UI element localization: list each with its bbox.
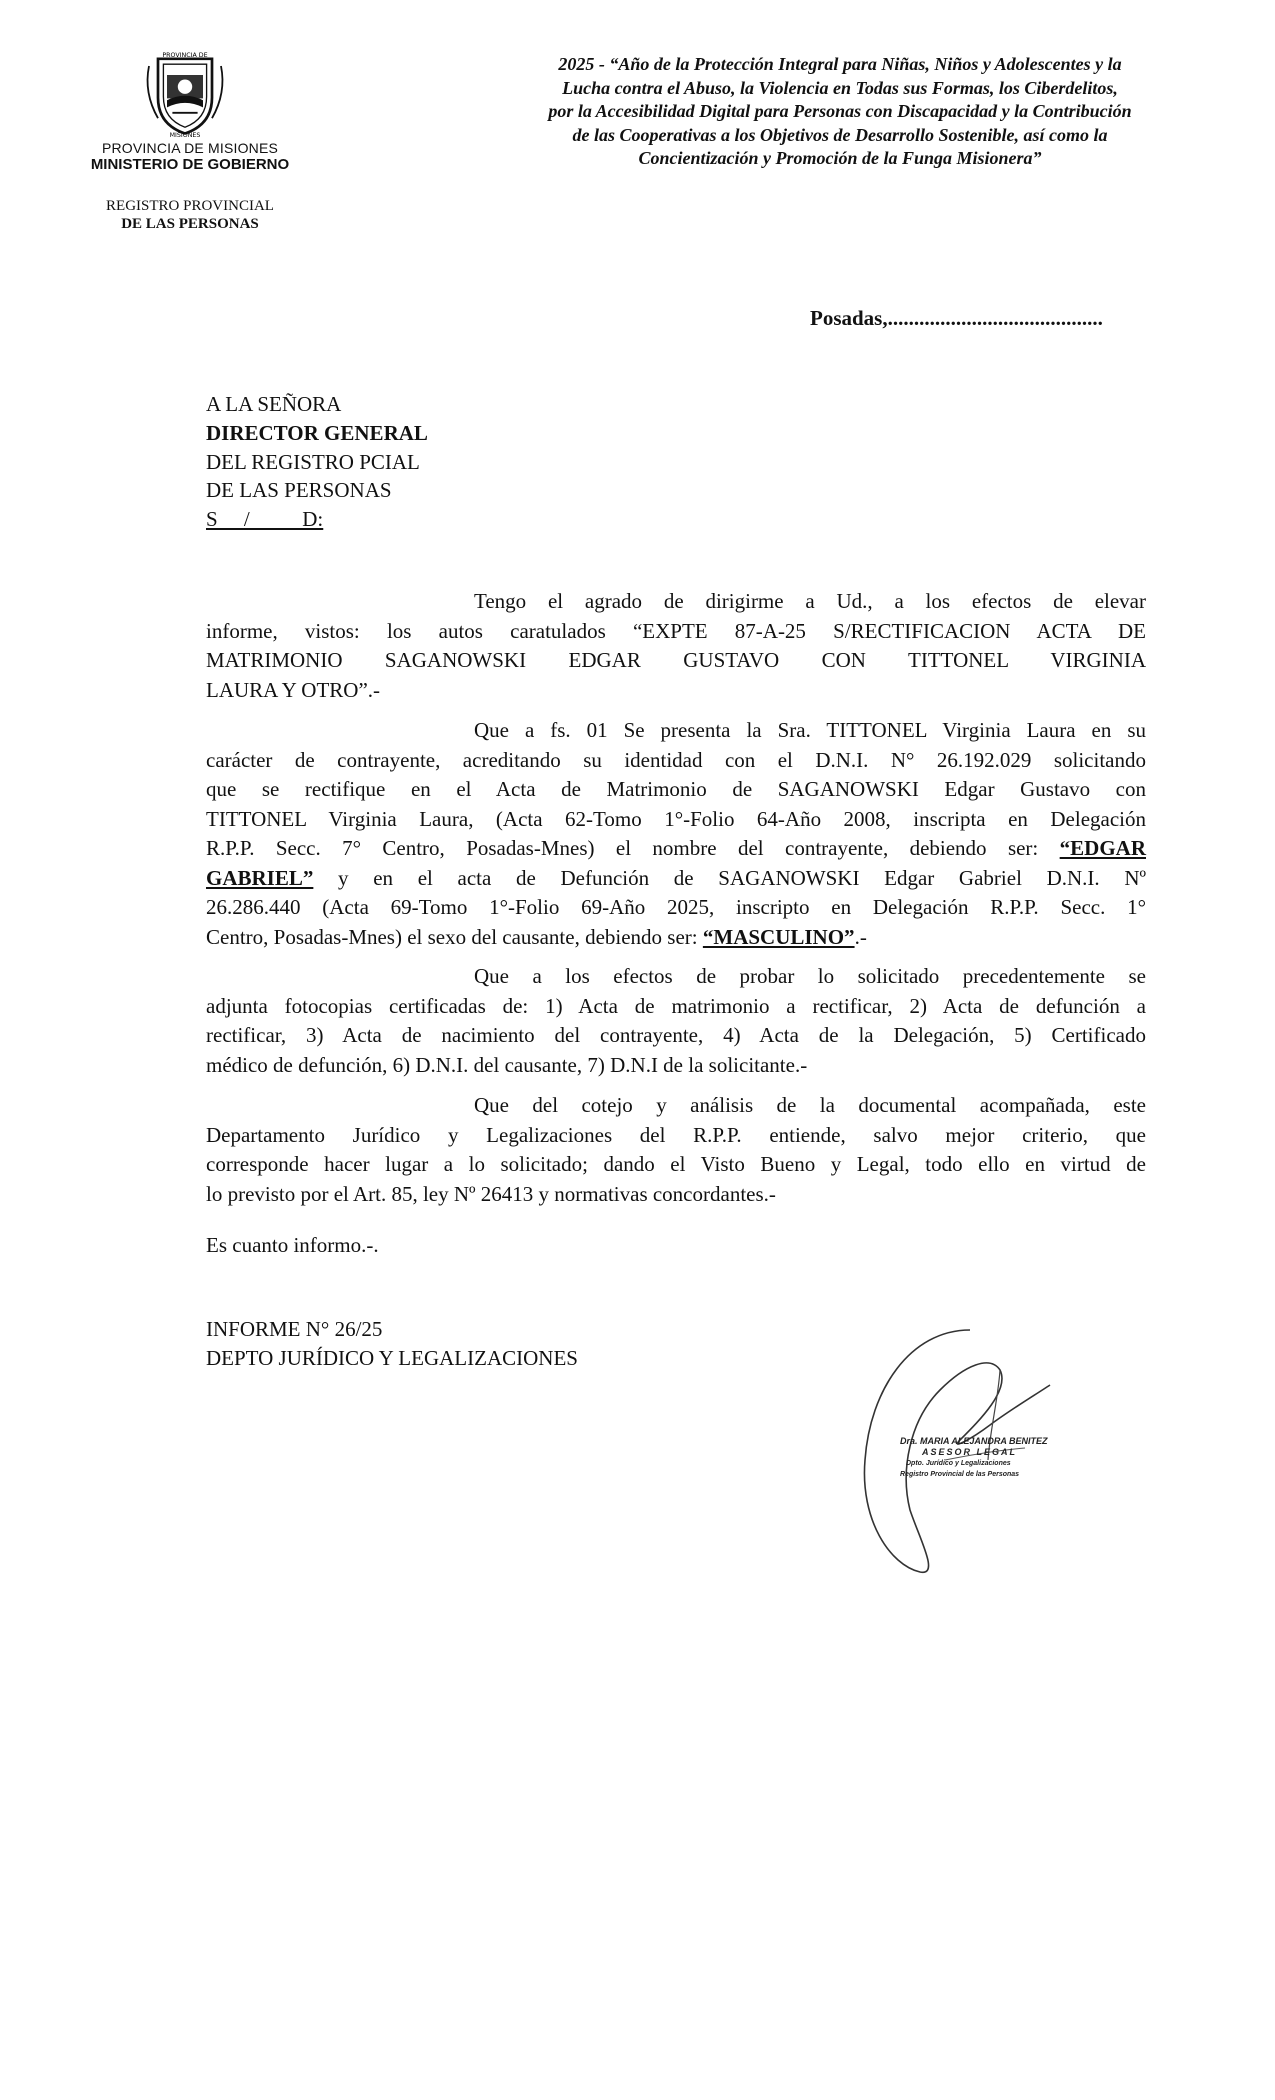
paragraph-intro <box>206 587 1146 705</box>
province-name: PROVINCIA DE MISIONES <box>101 140 279 156</box>
report-number: INFORME N° 26/25 <box>206 1317 383 1341</box>
recipient-line: DEL REGISTRO PCIAL <box>206 450 420 474</box>
paragraph-line: rectificar, 3) Acta de nacimiento del contrayente, 4) Acta de la Delegación, 5) Certificado <box>206 1023 1146 1047</box>
text-run: R.P.P. Secc. 7° Centro, Posadas-Mnes) el nombre del contrayente, debiendo ser: <box>206 836 1060 860</box>
report-department: DEPTO JURÍDICO Y LEGALIZACIONES <box>206 1346 578 1370</box>
paragraph-line: LAURA Y OTRO”.- <box>206 677 381 702</box>
crest-bottom-text: MISIONES <box>169 132 201 138</box>
ministry-name: MINISTERIO DE GOBIERNO <box>90 156 290 173</box>
paragraph-line: adjunta fotocopias certificadas de: 1) Acta de matrimonio a rectificar, 2) Acta de defunción a <box>206 993 1146 1018</box>
recipient-line: A LA SEÑORA <box>206 392 342 416</box>
paragraph-line: Departamento Jurídico y Legalizaciones del R.P.P. entiende, salvo mejor criterio, que <box>206 1122 1146 1147</box>
paragraph-line: Que a los efectos de probar lo solicitado precedentemente se <box>474 964 1146 988</box>
paragraph-conclusion <box>206 1091 1146 1209</box>
motto-line: Lucha contra el Abuso, la Violencia en Todas sus Formas, los Ciberdelitos, <box>562 77 1118 98</box>
motto-line: por la Accesibilidad Digital para Personas con Discapacidad y la Contribución <box>548 101 1132 121</box>
year-motto <box>490 53 1190 171</box>
motto-line: Concientización y Promoción de la Funga Misionera” <box>638 148 1042 168</box>
paragraph-attachments <box>206 962 1146 1080</box>
paragraph-line: médico de defunción, 6) D.N.I. del causante, 7) D.N.I de la solicitante.- <box>206 1052 808 1077</box>
closing-line: Es cuanto informo.-. <box>206 1233 379 1257</box>
corrected-name-part2: GABRIEL” <box>206 865 314 890</box>
paragraph-line: 26.286.440 (Acta 69-Tomo 1°-Folio 69-Año 2025, inscripto en Delegación R.P.P. Secc. 1° <box>206 895 1146 919</box>
paragraph-line: TITTONEL Virginia Laura, (Acta 62-Tomo 1°-Folio 64-Año 2008, inscripta en Delegación <box>206 806 1146 831</box>
stamp-role: ASESOR LEGAL <box>922 1447 1018 1457</box>
text-run: Centro, Posadas-Mnes) el sexo del causante, debiendo ser: <box>206 924 703 949</box>
stamp-dept: Dpto. Jurídico y Legalizaciones <box>906 1460 1011 1467</box>
place-date-line: Posadas,......................................... <box>810 306 1103 330</box>
paragraph-line: que se rectifique en el Acta de Matrimonio de SAGANOWSKI Edgar Gustavo con <box>206 777 1146 801</box>
corrected-name-part1: “EDGAR <box>1059 836 1146 860</box>
paragraph-line: corresponde hacer lugar a lo solicitado; dando el Visto Bueno y Legal, todo ello en virtud de <box>206 1152 1146 1176</box>
corrected-sex: “MASCULINO” <box>702 924 855 949</box>
paragraph-line: lo previsto por el Art. 85, ley Nº 26413 y normativas concordantes.- <box>206 1181 776 1206</box>
paragraph-line: Que a fs. 01 Se presenta la Sra. TITTONEL Virginia Laura en su <box>474 718 1146 742</box>
recipient-title: DIRECTOR GENERAL <box>206 421 428 445</box>
crest-top-text: PROVINCIA DE <box>162 52 208 59</box>
province-crest-logo <box>140 48 230 138</box>
paragraph-line: Tengo el agrado de dirigirme a Ud., a los efectos de elevar <box>474 589 1146 613</box>
paragraph-line <box>206 864 1146 894</box>
paragraph-line: informe, vistos: los autos caratulados “EXPTE 87-A-25 S/RECTIFICACION ACTA DE <box>206 618 1146 643</box>
text-run: .- <box>854 924 867 949</box>
motto-line: 2025 - “Año de la Protección Integral para Niñas, Niños y Adolescentes y la <box>558 54 1122 74</box>
paragraph-line: Que del cotejo y análisis de la documental acompañada, este <box>474 1093 1146 1117</box>
paragraph-line <box>206 923 1146 953</box>
legal-advisor-stamp <box>900 1436 1060 1480</box>
stamp-org: Registro Provincial de las Personas <box>900 1471 1020 1478</box>
motto-line: de las Cooperativas a los Objetivos de Desarrollo Sostenible, así como la <box>572 124 1108 145</box>
recipient-line: DE LAS PERSONAS <box>206 478 392 502</box>
stamp-name: Dra. MARIA ALEJANDRA BENITEZ <box>900 1436 1048 1446</box>
paragraph-request <box>206 716 1146 952</box>
paragraph-line: MATRIMONIO SAGANOWSKI EDGAR GUSTAVO CON TITTONEL VIRGINIA <box>206 648 1146 672</box>
recipient-sd: S / D: <box>206 507 324 531</box>
text-run: y en el acta de Defunción de SAGANOWSKI Edgar Gabriel D.N.I. Nº <box>313 865 1146 890</box>
registry-name-line2: DE LAS PERSONAS <box>121 216 259 232</box>
registry-name-line1: REGISTRO PROVINCIAL <box>106 198 274 214</box>
paragraph-line: carácter de contrayente, acreditando su identidad con el D.N.I. N° 26.192.029 solicitando <box>206 747 1146 772</box>
paragraph-line <box>206 834 1146 864</box>
